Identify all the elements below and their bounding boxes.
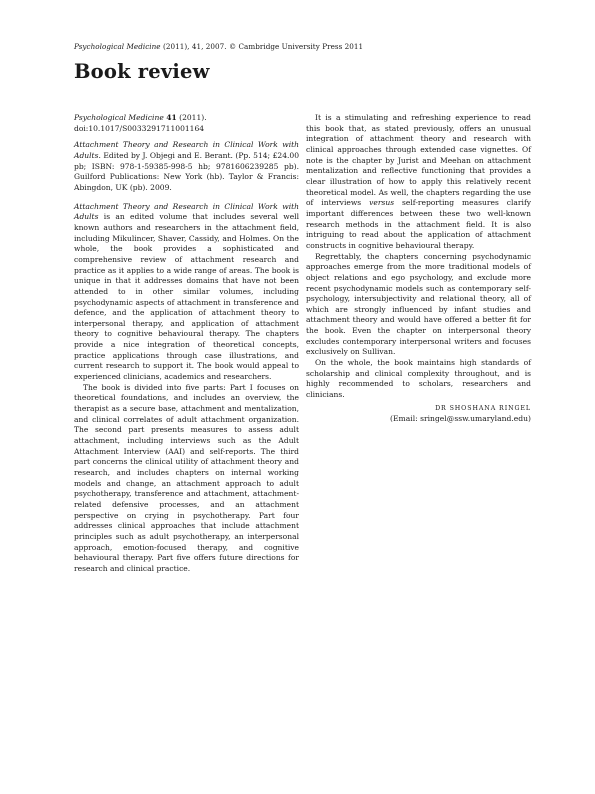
- paragraph-1-book-title: Attachment Theory and Research in Clinical Work with Adults: [74, 201, 299, 222]
- right-column: [306, 113, 531, 425]
- meta-volume: 41: [166, 113, 177, 122]
- page-title: Book review: [74, 60, 210, 83]
- paragraph-5: On the whole, the book maintains high standards of scholarship and clinical complexity throughout, and is highly recommended to scholars, researchers and clinicians.: [306, 358, 531, 400]
- paragraph-3-versus: versus: [369, 198, 395, 208]
- meta-doi: doi:10.1017/S0033291711001164: [74, 123, 205, 133]
- running-head-journal: Psychological Medicine: [74, 42, 161, 51]
- meta-journal: Psychological Medicine: [74, 113, 164, 122]
- article-meta: [74, 113, 299, 134]
- paragraph-4: Regrettably, the chapters concerning psychodynamic approaches emerge from the more traditional models of object relations and ego psychology, and exclude more recent psychodynamic models such as contemporary self-psychology, intersubjectivity and relational theory, all of which are strongly influenced by infant studies and attachment theory and would have offered a better fit for the book. Even the chapter on interpersonal theory excludes contemporary interpersonal writers and focuses exclusively on Sullivan.: [306, 251, 531, 357]
- running-head-copyright: © Cambridge University Press 2011: [228, 42, 364, 51]
- book-citation: [74, 140, 299, 193]
- reviewer-name: DR SHOSHANA RINGEL: [435, 404, 531, 412]
- paragraph-3: [306, 113, 531, 252]
- reviewer-email: (Email: sringel@ssw.umaryland.edu): [390, 414, 531, 424]
- paragraph-2: The book is divided into five parts: Part I focuses on theoretical foundations, and includes an overview, the therapist as a secure base, attachment and mentalization, and clinical correlates of adult attachment organization. The second part presents measures to assess adult attachment, including interviews such as the Adult Attachment Interview (AAI) and self-reports. The third part concerns the clinical utility of attachment theory and research, and includes chapters on internal working models and change, an attachment approach to adult psychotherapy, transference and attachment, attachment-related defensive processes, and an attachment perspective on crying in psychotherapy. Part four addresses clinical approaches that include attachment principles such as adult psychotherapy, an interpersonal approach, emotion-focused therapy, and cognitive behavioural therapy. Part five offers future directions for research and clinical practice.: [74, 382, 299, 573]
- paragraph-3-text-a: It is a stimulating and refreshing experience to read this book that, as stated previously, offers an unusual integration of attachment theory and research with clinical approaches through extended case vignettes. Of note is the chapter by Jurist and Meehan on attachment mentalization and reflective functioning that provides a clear illustration of how to apply this relatively recent theoretical model. As well, the chapters regarding the use of interviews: [306, 113, 531, 208]
- paragraph-1: [74, 202, 299, 383]
- book-details: Edited by J. Objegi and E. Berant. (Pp. 514; £24.00 pb; ISBN: 978-1-59385-998-5 hb; 9781606239285 pb). Guilford Publications: New York (hb). Taylor & Francis: Abingdon, UK (pb). 2009.: [74, 150, 299, 192]
- running-head-citation: (2011), 41, 2007.: [162, 42, 227, 51]
- paragraph-3-text-b: self-reporting measures clarify important differences between these two well-known research methods in the attachment field. It is also intriguing to read about the application of attachment constructs in cognitive behavioural therapy.: [306, 198, 532, 250]
- running-head: [74, 42, 363, 51]
- book-title: Attachment Theory and Research in Clinical Work with Adults.: [74, 140, 299, 160]
- left-column: [74, 113, 299, 575]
- paragraph-1-text: is an edited volume that includes several well known authors and researchers in the attachment field, including Mikulincer, Shaver, Cassidy, and Holmes. On the whole, the book provides a sophisticated and comprehensive review of attachment research and practice as it applies to a wide range of areas. The book is unique in that it addresses domains that have not been attended to in other similar volumes, including psychodynamic aspects of attachment in transference and defence, and the application of attachment theory to interpersonal therapy, and application of attachment theory to cognitive behavioural therapy. The chapters provide a nice integration of theoretical concepts, practice applications through case illustrations, and current research to support it. The book would appeal to experienced clinicians, academics and researchers.: [74, 212, 299, 382]
- meta-year: (2011).: [179, 113, 207, 122]
